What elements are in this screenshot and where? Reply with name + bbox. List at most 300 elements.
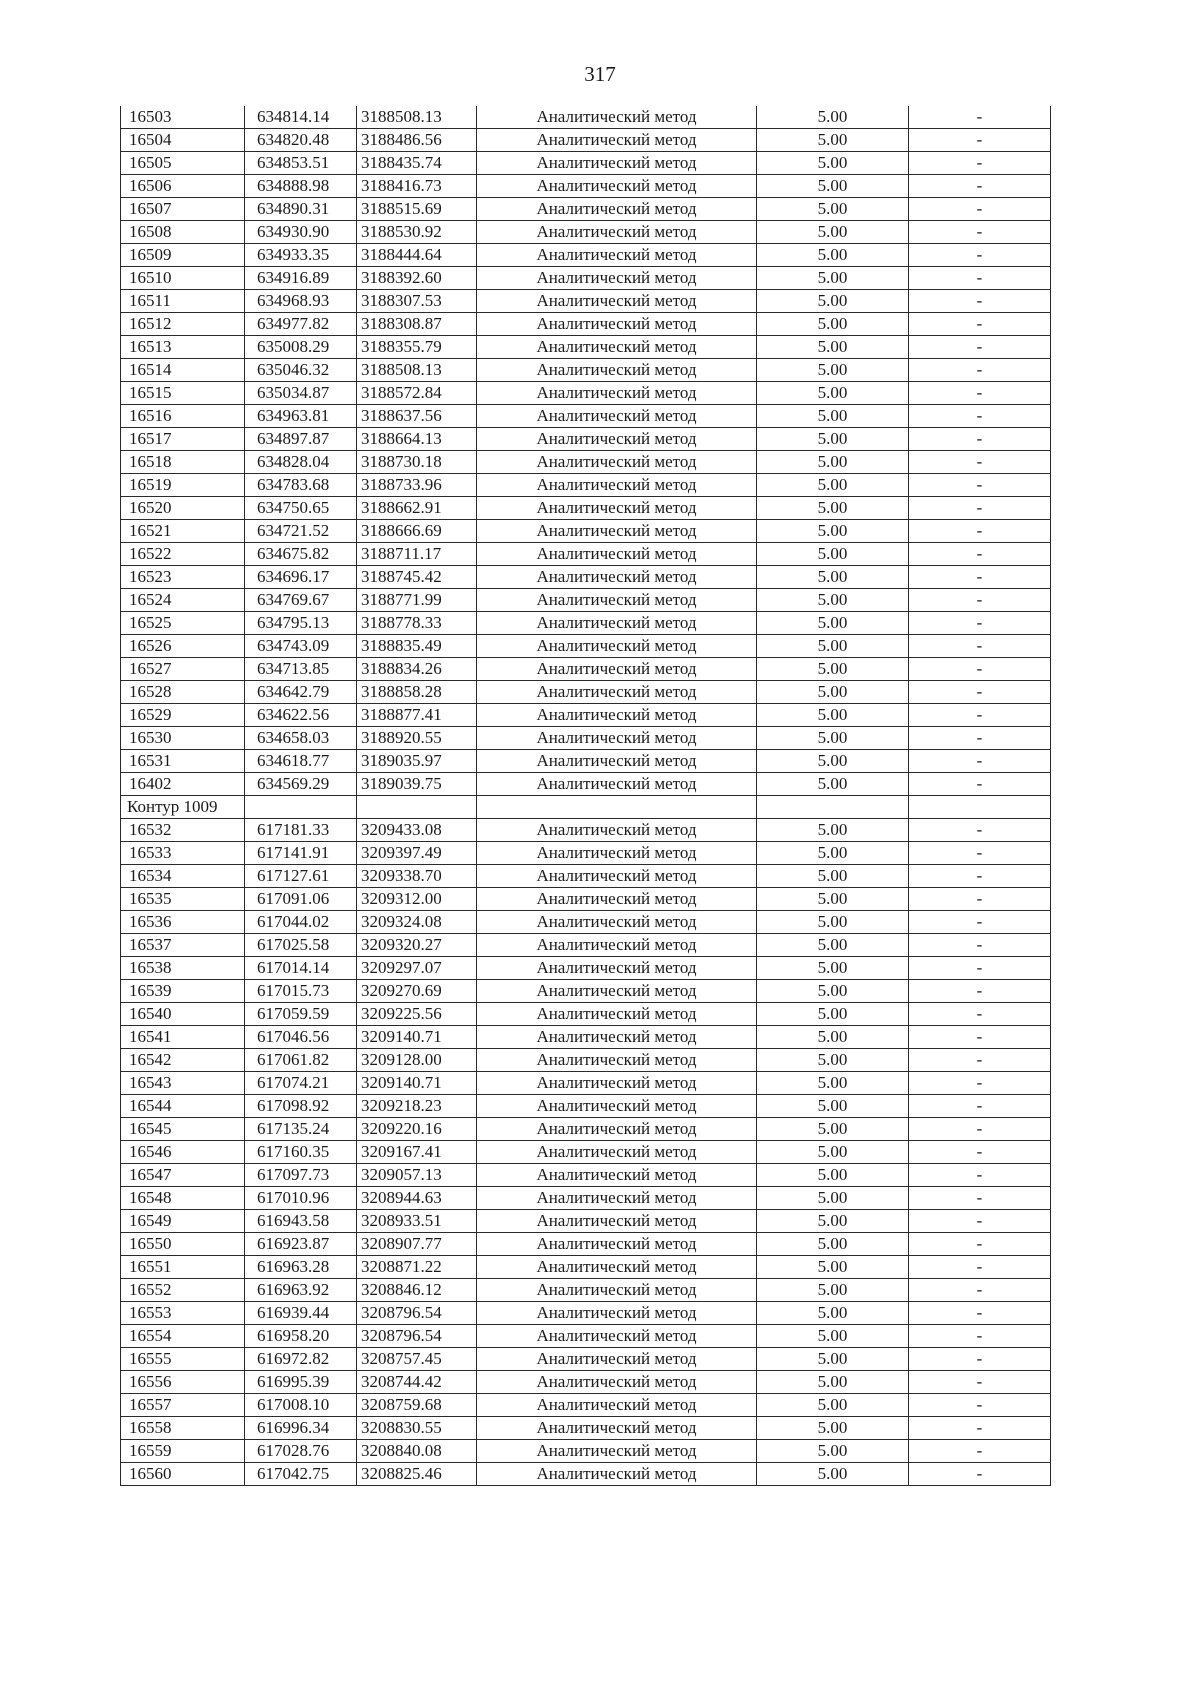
point-number-cell: 16537 [121,934,245,957]
point-number-cell: 16520 [121,497,245,520]
table-row [121,520,1051,543]
empty-cell [357,796,477,819]
accuracy-cell: 5.00 [757,1279,909,1302]
description-cell: - [909,267,1051,290]
y-coordinate-cell: 3209225.56 [357,1003,477,1026]
x-coordinate-cell: 634916.89 [245,267,357,290]
accuracy-cell: 5.00 [757,658,909,681]
empty-cell [909,796,1051,819]
method-cell: Аналитический метод [477,474,757,497]
x-coordinate-cell: 617014.14 [245,957,357,980]
y-coordinate-cell: 3209397.49 [357,842,477,865]
method-cell: Аналитический метод [477,658,757,681]
point-number-cell: 16556 [121,1371,245,1394]
table-row [121,704,1051,727]
description-cell: - [909,244,1051,267]
method-cell: Аналитический метод [477,1210,757,1233]
description-cell: - [909,290,1051,313]
point-number-cell: 16519 [121,474,245,497]
table-row [121,888,1051,911]
accuracy-cell: 5.00 [757,727,909,750]
accuracy-cell: 5.00 [757,911,909,934]
contour-label: Контур 1009 [121,796,245,819]
y-coordinate-cell: 3188307.53 [357,290,477,313]
accuracy-cell: 5.00 [757,520,909,543]
description-cell: - [909,842,1051,865]
table-row [121,543,1051,566]
accuracy-cell: 5.00 [757,1394,909,1417]
y-coordinate-cell: 3208907.77 [357,1233,477,1256]
description-cell: - [909,1187,1051,1210]
y-coordinate-cell: 3188733.96 [357,474,477,497]
table-row [121,497,1051,520]
point-number-cell: 16551 [121,1256,245,1279]
y-coordinate-cell: 3189035.97 [357,750,477,773]
description-cell: - [909,129,1051,152]
x-coordinate-cell: 634622.56 [245,704,357,727]
table-row [121,313,1051,336]
method-cell: Аналитический метод [477,313,757,336]
description-cell: - [909,865,1051,888]
table-row [121,1210,1051,1233]
description-cell: - [909,382,1051,405]
table-row [121,1118,1051,1141]
y-coordinate-cell: 3188877.41 [357,704,477,727]
method-cell: Аналитический метод [477,1072,757,1095]
accuracy-cell: 5.00 [757,1164,909,1187]
accuracy-cell: 5.00 [757,267,909,290]
method-cell: Аналитический метод [477,1348,757,1371]
x-coordinate-cell: 635034.87 [245,382,357,405]
table-row [121,428,1051,451]
description-cell: - [909,474,1051,497]
description-cell: - [909,911,1051,934]
accuracy-cell: 5.00 [757,497,909,520]
table-row [121,1417,1051,1440]
x-coordinate-cell: 617091.06 [245,888,357,911]
method-cell: Аналитический метод [477,543,757,566]
point-number-cell: 16560 [121,1463,245,1486]
description-cell: - [909,980,1051,1003]
table-row [121,773,1051,796]
y-coordinate-cell: 3208830.55 [357,1417,477,1440]
method-cell: Аналитический метод [477,612,757,635]
x-coordinate-cell: 634743.09 [245,635,357,658]
x-coordinate-cell: 617028.76 [245,1440,357,1463]
accuracy-cell: 5.00 [757,474,909,497]
y-coordinate-cell: 3188730.18 [357,451,477,474]
accuracy-cell: 5.00 [757,1141,909,1164]
accuracy-cell: 5.00 [757,704,909,727]
y-coordinate-cell: 3188662.91 [357,497,477,520]
point-number-cell: 16548 [121,1187,245,1210]
table-row [121,451,1051,474]
x-coordinate-cell: 617098.92 [245,1095,357,1118]
y-coordinate-cell: 3208759.68 [357,1394,477,1417]
table-row [121,198,1051,221]
description-cell: - [909,819,1051,842]
accuracy-cell: 5.00 [757,888,909,911]
x-coordinate-cell: 634618.77 [245,750,357,773]
y-coordinate-cell: 3208744.42 [357,1371,477,1394]
point-number-cell: 16555 [121,1348,245,1371]
y-coordinate-cell: 3188486.56 [357,129,477,152]
method-cell: Аналитический метод [477,1463,757,1486]
method-cell: Аналитический метод [477,635,757,658]
y-coordinate-cell: 3209167.41 [357,1141,477,1164]
y-coordinate-cell: 3209297.07 [357,957,477,980]
x-coordinate-cell: 616923.87 [245,1233,357,1256]
table-row [121,1164,1051,1187]
x-coordinate-cell: 634713.85 [245,658,357,681]
description-cell: - [909,934,1051,957]
description-cell: - [909,497,1051,520]
method-cell: Аналитический метод [477,198,757,221]
description-cell: - [909,727,1051,750]
point-number-cell: 16510 [121,267,245,290]
point-number-cell: 16525 [121,612,245,635]
description-cell: - [909,589,1051,612]
description-cell: - [909,520,1051,543]
table-row [121,405,1051,428]
accuracy-cell: 5.00 [757,1348,909,1371]
method-cell: Аналитический метод [477,451,757,474]
x-coordinate-cell: 616939.44 [245,1302,357,1325]
description-cell: - [909,704,1051,727]
x-coordinate-cell: 617046.56 [245,1026,357,1049]
description-cell: - [909,1371,1051,1394]
x-coordinate-cell: 634769.67 [245,589,357,612]
accuracy-cell: 5.00 [757,750,909,773]
method-cell: Аналитический метод [477,1003,757,1026]
description-cell: - [909,750,1051,773]
point-number-cell: 16545 [121,1118,245,1141]
y-coordinate-cell: 3188920.55 [357,727,477,750]
accuracy-cell: 5.00 [757,1417,909,1440]
y-coordinate-cell: 3188664.13 [357,428,477,451]
y-coordinate-cell: 3188530.92 [357,221,477,244]
method-cell: Аналитический метод [477,1279,757,1302]
method-cell: Аналитический метод [477,1394,757,1417]
description-cell: - [909,106,1051,129]
point-number-cell: 16509 [121,244,245,267]
x-coordinate-cell: 634696.17 [245,566,357,589]
table-row [121,382,1051,405]
accuracy-cell: 5.00 [757,1210,909,1233]
y-coordinate-cell: 3188834.26 [357,658,477,681]
method-cell: Аналитический метод [477,704,757,727]
x-coordinate-cell: 634721.52 [245,520,357,543]
point-number-cell: 16521 [121,520,245,543]
table-row [121,244,1051,267]
point-number-cell: 16539 [121,980,245,1003]
accuracy-cell: 5.00 [757,1118,909,1141]
point-number-cell: 16507 [121,198,245,221]
accuracy-cell: 5.00 [757,359,909,382]
y-coordinate-cell: 3209433.08 [357,819,477,842]
x-coordinate-cell: 616963.28 [245,1256,357,1279]
empty-cell [757,796,909,819]
table-row [121,1049,1051,1072]
table-row [121,1302,1051,1325]
table-row [121,1095,1051,1118]
x-coordinate-cell: 617181.33 [245,819,357,842]
point-number-cell: 16535 [121,888,245,911]
description-cell: - [909,1210,1051,1233]
accuracy-cell: 5.00 [757,428,909,451]
method-cell: Аналитический метод [477,888,757,911]
y-coordinate-cell: 3188416.73 [357,175,477,198]
table-row [121,1440,1051,1463]
method-cell: Аналитический метод [477,1049,757,1072]
y-coordinate-cell: 3209338.70 [357,865,477,888]
description-cell: - [909,428,1051,451]
description-cell: - [909,681,1051,704]
table-row [121,1325,1051,1348]
description-cell: - [909,1026,1051,1049]
table-row [121,934,1051,957]
y-coordinate-cell: 3208840.08 [357,1440,477,1463]
table-row [121,911,1051,934]
x-coordinate-cell: 617044.02 [245,911,357,934]
point-number-cell: 16540 [121,1003,245,1026]
x-coordinate-cell: 617010.96 [245,1187,357,1210]
method-cell: Аналитический метод [477,727,757,750]
accuracy-cell: 5.00 [757,635,909,658]
x-coordinate-cell: 634658.03 [245,727,357,750]
y-coordinate-cell: 3209140.71 [357,1072,477,1095]
accuracy-cell: 5.00 [757,1049,909,1072]
method-cell: Аналитический метод [477,221,757,244]
description-cell: - [909,152,1051,175]
method-cell: Аналитический метод [477,1118,757,1141]
x-coordinate-cell: 617097.73 [245,1164,357,1187]
point-number-cell: 16544 [121,1095,245,1118]
y-coordinate-cell: 3209320.27 [357,934,477,957]
table-row [121,290,1051,313]
y-coordinate-cell: 3188355.79 [357,336,477,359]
method-cell: Аналитический метод [477,1026,757,1049]
description-cell: - [909,566,1051,589]
point-number-cell: 16504 [121,129,245,152]
point-number-cell: 16523 [121,566,245,589]
y-coordinate-cell: 3208796.54 [357,1325,477,1348]
method-cell: Аналитический метод [477,681,757,704]
accuracy-cell: 5.00 [757,1325,909,1348]
description-cell: - [909,1164,1051,1187]
method-cell: Аналитический метод [477,1187,757,1210]
point-number-cell: 16503 [121,106,245,129]
point-number-cell: 16549 [121,1210,245,1233]
y-coordinate-cell: 3208846.12 [357,1279,477,1302]
table-row [121,635,1051,658]
point-number-cell: 16547 [121,1164,245,1187]
point-number-cell: 16512 [121,313,245,336]
description-cell: - [909,336,1051,359]
point-number-cell: 16546 [121,1141,245,1164]
point-number-cell: 16515 [121,382,245,405]
description-cell: - [909,221,1051,244]
y-coordinate-cell: 3188858.28 [357,681,477,704]
accuracy-cell: 5.00 [757,244,909,267]
point-number-cell: 16550 [121,1233,245,1256]
point-number-cell: 16542 [121,1049,245,1072]
table-row [121,359,1051,382]
table-row [121,106,1051,129]
y-coordinate-cell: 3188711.17 [357,543,477,566]
method-cell: Аналитический метод [477,336,757,359]
accuracy-cell: 5.00 [757,290,909,313]
method-cell: Аналитический метод [477,129,757,152]
description-cell: - [909,451,1051,474]
method-cell: Аналитический метод [477,428,757,451]
accuracy-cell: 5.00 [757,1256,909,1279]
accuracy-cell: 5.00 [757,129,909,152]
x-coordinate-cell: 617141.91 [245,842,357,865]
point-number-cell: 16518 [121,451,245,474]
y-coordinate-cell: 3209057.13 [357,1164,477,1187]
y-coordinate-cell: 3188435.74 [357,152,477,175]
x-coordinate-cell: 617015.73 [245,980,357,1003]
point-number-cell: 16528 [121,681,245,704]
accuracy-cell: 5.00 [757,1095,909,1118]
method-cell: Аналитический метод [477,1141,757,1164]
point-number-cell: 16514 [121,359,245,382]
table-row [121,1463,1051,1486]
description-cell: - [909,612,1051,635]
description-cell: - [909,1003,1051,1026]
point-number-cell: 16558 [121,1417,245,1440]
point-number-cell: 16530 [121,727,245,750]
description-cell: - [909,773,1051,796]
method-cell: Аналитический метод [477,1164,757,1187]
x-coordinate-cell: 634897.87 [245,428,357,451]
description-cell: - [909,1256,1051,1279]
table-row [121,681,1051,704]
table-row [121,1026,1051,1049]
method-cell: Аналитический метод [477,980,757,1003]
point-number-cell: 16554 [121,1325,245,1348]
table-row [121,1141,1051,1164]
accuracy-cell: 5.00 [757,1440,909,1463]
table-row [121,474,1051,497]
y-coordinate-cell: 3188572.84 [357,382,477,405]
x-coordinate-cell: 634642.79 [245,681,357,704]
x-coordinate-cell: 616943.58 [245,1210,357,1233]
y-coordinate-cell: 3209128.00 [357,1049,477,1072]
contour-header-row [121,796,1051,819]
table-row [121,1003,1051,1026]
accuracy-cell: 5.00 [757,1003,909,1026]
x-coordinate-cell: 634930.90 [245,221,357,244]
method-cell: Аналитический метод [477,106,757,129]
accuracy-cell: 5.00 [757,1187,909,1210]
y-coordinate-cell: 3209218.23 [357,1095,477,1118]
y-coordinate-cell: 3188771.99 [357,589,477,612]
accuracy-cell: 5.00 [757,1302,909,1325]
method-cell: Аналитический метод [477,382,757,405]
x-coordinate-cell: 634977.82 [245,313,357,336]
description-cell: - [909,1394,1051,1417]
y-coordinate-cell: 3209324.08 [357,911,477,934]
accuracy-cell: 5.00 [757,1371,909,1394]
method-cell: Аналитический метод [477,842,757,865]
point-number-cell: 16505 [121,152,245,175]
accuracy-cell: 5.00 [757,382,909,405]
point-number-cell: 16506 [121,175,245,198]
table-row [121,267,1051,290]
x-coordinate-cell: 616958.20 [245,1325,357,1348]
table-row [121,980,1051,1003]
y-coordinate-cell: 3209312.00 [357,888,477,911]
description-cell: - [909,543,1051,566]
x-coordinate-cell: 634675.82 [245,543,357,566]
y-coordinate-cell: 3208825.46 [357,1463,477,1486]
table-row [121,957,1051,980]
table-row [121,1072,1051,1095]
accuracy-cell: 5.00 [757,819,909,842]
x-coordinate-cell: 635046.32 [245,359,357,382]
point-number-cell: 16541 [121,1026,245,1049]
description-cell: - [909,1233,1051,1256]
x-coordinate-cell: 616996.34 [245,1417,357,1440]
accuracy-cell: 5.00 [757,175,909,198]
description-cell: - [909,1049,1051,1072]
coordinates-table [120,106,1051,1486]
point-number-cell: 16511 [121,290,245,313]
description-cell: - [909,1348,1051,1371]
table-row [121,819,1051,842]
method-cell: Аналитический метод [477,1371,757,1394]
table-row [121,750,1051,773]
point-number-cell: 16553 [121,1302,245,1325]
accuracy-cell: 5.00 [757,451,909,474]
table-row [121,129,1051,152]
y-coordinate-cell: 3188778.33 [357,612,477,635]
table-row [121,1394,1051,1417]
accuracy-cell: 5.00 [757,566,909,589]
x-coordinate-cell: 617008.10 [245,1394,357,1417]
table-row [121,727,1051,750]
accuracy-cell: 5.00 [757,681,909,704]
description-cell: - [909,1118,1051,1141]
table-row [121,1233,1051,1256]
description-cell: - [909,313,1051,336]
method-cell: Аналитический метод [477,1233,757,1256]
x-coordinate-cell: 634795.13 [245,612,357,635]
x-coordinate-cell: 617025.58 [245,934,357,957]
description-cell: - [909,635,1051,658]
x-coordinate-cell: 634750.65 [245,497,357,520]
x-coordinate-cell: 616963.92 [245,1279,357,1302]
point-number-cell: 16534 [121,865,245,888]
accuracy-cell: 5.00 [757,198,909,221]
point-number-cell: 16529 [121,704,245,727]
method-cell: Аналитический метод [477,1417,757,1440]
point-number-cell: 16513 [121,336,245,359]
x-coordinate-cell: 634963.81 [245,405,357,428]
y-coordinate-cell: 3188637.56 [357,405,477,428]
accuracy-cell: 5.00 [757,152,909,175]
accuracy-cell: 5.00 [757,589,909,612]
y-coordinate-cell: 3208757.45 [357,1348,477,1371]
method-cell: Аналитический метод [477,497,757,520]
point-number-cell: 16517 [121,428,245,451]
table-row [121,1348,1051,1371]
x-coordinate-cell: 634820.48 [245,129,357,152]
description-cell: - [909,1302,1051,1325]
point-number-cell: 16538 [121,957,245,980]
